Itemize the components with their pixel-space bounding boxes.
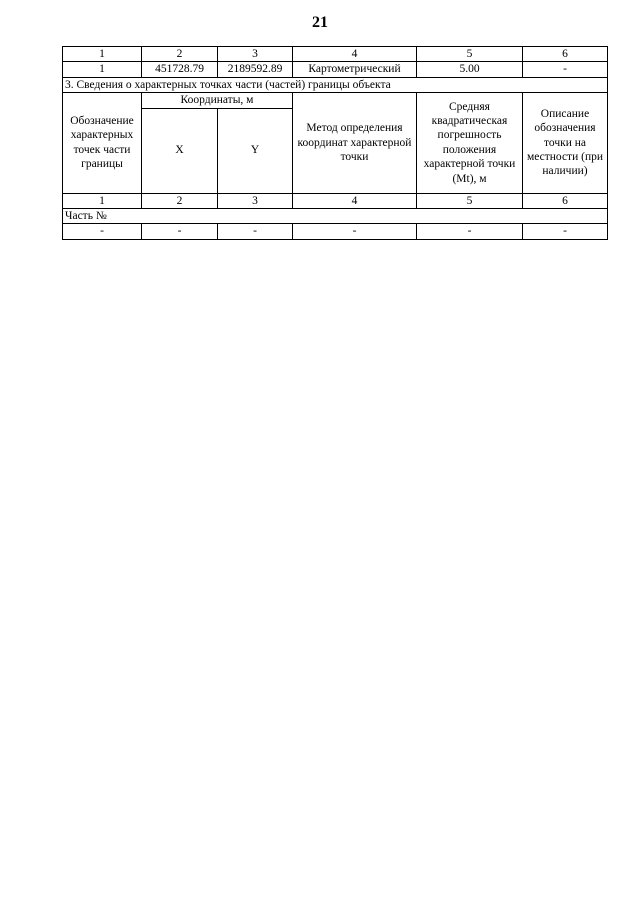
col-number-5: 5 — [417, 47, 523, 62]
section-title-row — [63, 77, 608, 92]
col-number-5: 5 — [417, 193, 523, 208]
header-designation: Обозначение характерных точек части границы — [63, 93, 142, 193]
description-cell: - — [523, 62, 608, 77]
header-error: Средняя квадратическая погрешность положения характерной точки (Mt), м — [417, 93, 523, 193]
point-designation-cell: - — [63, 224, 142, 239]
x-coordinate-cell: - — [142, 224, 218, 239]
col-number-6: 6 — [523, 193, 608, 208]
col-number-3: 3 — [218, 193, 293, 208]
point-number-cell: 1 — [63, 62, 142, 77]
header-coordinates: Координаты, м — [142, 93, 293, 108]
col-number-4: 4 — [293, 47, 417, 62]
method-cell: - — [293, 224, 417, 239]
col-number-3: 3 — [218, 47, 293, 62]
header-description: Описание обозначения точки на местности (при наличии) — [523, 93, 608, 193]
col-number-1: 1 — [63, 193, 142, 208]
header-x: X — [142, 108, 218, 193]
col-number-2: 2 — [142, 47, 218, 62]
col-number-4: 4 — [293, 193, 417, 208]
col-number-2: 2 — [142, 193, 218, 208]
table-row — [63, 62, 608, 77]
boundary-points-table — [62, 46, 608, 240]
column-numbers-row — [63, 47, 608, 62]
section-title: 3. Сведения о характерных точках части (частей) границы объекта — [63, 77, 608, 92]
header-y: Y — [218, 108, 293, 193]
error-cell: - — [417, 224, 523, 239]
header-row-top — [63, 93, 608, 108]
x-coordinate-cell: 451728.79 — [142, 62, 218, 77]
description-cell: - — [523, 224, 608, 239]
header-method: Метод определения координат характерной точки — [293, 93, 417, 193]
error-cell: 5.00 — [417, 62, 523, 77]
y-coordinate-cell: - — [218, 224, 293, 239]
part-label-row — [63, 208, 608, 223]
page-number: 21 — [312, 14, 328, 31]
column-numbers-row — [63, 193, 608, 208]
col-number-1: 1 — [63, 47, 142, 62]
table-row — [63, 224, 608, 239]
col-number-6: 6 — [523, 47, 608, 62]
y-coordinate-cell: 2189592.89 — [218, 62, 293, 77]
method-cell: Картометрический — [293, 62, 417, 77]
part-label: Часть № — [63, 208, 608, 223]
